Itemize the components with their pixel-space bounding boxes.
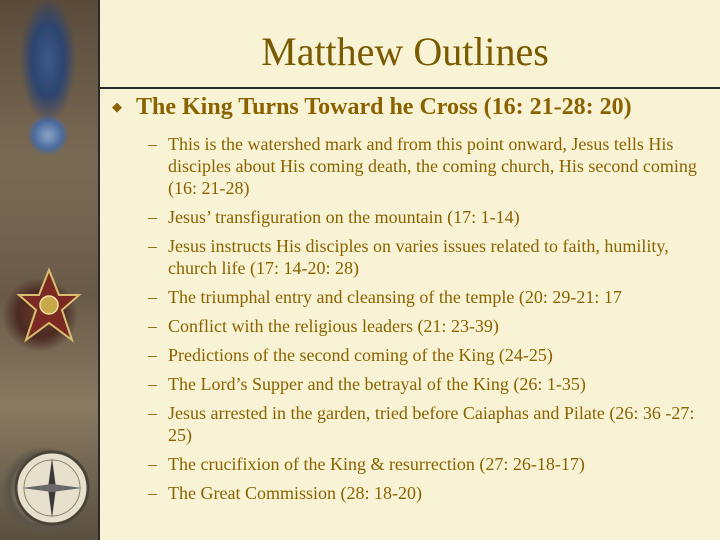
dash-bullet: – <box>148 287 157 307</box>
horizontal-rule <box>98 87 720 89</box>
list-item <box>148 315 714 337</box>
list-item-text: The Lord’s Supper and the betrayal of the King (26: 1-35) <box>168 374 586 394</box>
list-item-text: Predictions of the second coming of the King (24-25) <box>168 345 553 365</box>
list-item-text: The Great Commission (28: 18-20) <box>168 483 422 503</box>
dash-bullet: – <box>148 134 157 154</box>
list-item <box>148 482 714 504</box>
dash-bullet: – <box>148 345 157 365</box>
dash-bullet: – <box>148 236 157 256</box>
dash-bullet: – <box>148 454 157 474</box>
list-item <box>148 206 714 228</box>
dash-bullet: – <box>148 207 157 227</box>
main-bullet-text: The King Turns Toward he Cross (16: 21-28: 20) <box>136 94 632 120</box>
list-item-text: This is the watershed mark and from this point onward, Jesus tells His disciples about His coming death, the coming church, His second coming (16: 21-28) <box>168 134 697 198</box>
decorative-photo-strip <box>0 0 98 540</box>
vertical-rule <box>98 0 100 540</box>
list-item <box>148 373 714 395</box>
list-item <box>148 235 714 279</box>
list-item-text: The crucifixion of the King & resurrection (27: 26-18-17) <box>168 454 585 474</box>
list-item-text: Jesus arrested in the garden, tried before Caiaphas and Pilate (26: 36 -27: 25) <box>168 403 695 445</box>
list-item <box>148 133 714 199</box>
dash-bullet: – <box>148 374 157 394</box>
list-item <box>148 453 714 475</box>
list-item-text: Jesus’ transfiguration on the mountain (17: 1-14) <box>168 207 520 227</box>
dash-bullet: – <box>148 403 157 423</box>
diamond-bullet-icon: ◆ <box>112 99 122 114</box>
dash-bullet: – <box>148 483 157 503</box>
list-item-text: Conflict with the religious leaders (21: 23-39) <box>168 316 499 336</box>
slide-title: Matthew Outlines <box>261 29 549 74</box>
list-item <box>148 344 714 366</box>
list-item-text: Jesus instructs His disciples on varies issues related to faith, humility, church life (17: 14-20: 28) <box>168 236 669 278</box>
sub-bullet-list <box>148 133 714 511</box>
list-item <box>148 286 714 308</box>
compass-icon <box>12 448 92 528</box>
main-bullet <box>112 94 712 121</box>
dash-bullet: – <box>148 316 157 336</box>
list-item <box>148 402 714 446</box>
list-item-text: The triumphal entry and cleansing of the temple (20: 29-21: 17 <box>168 287 622 307</box>
medal-cross-icon <box>14 265 84 355</box>
